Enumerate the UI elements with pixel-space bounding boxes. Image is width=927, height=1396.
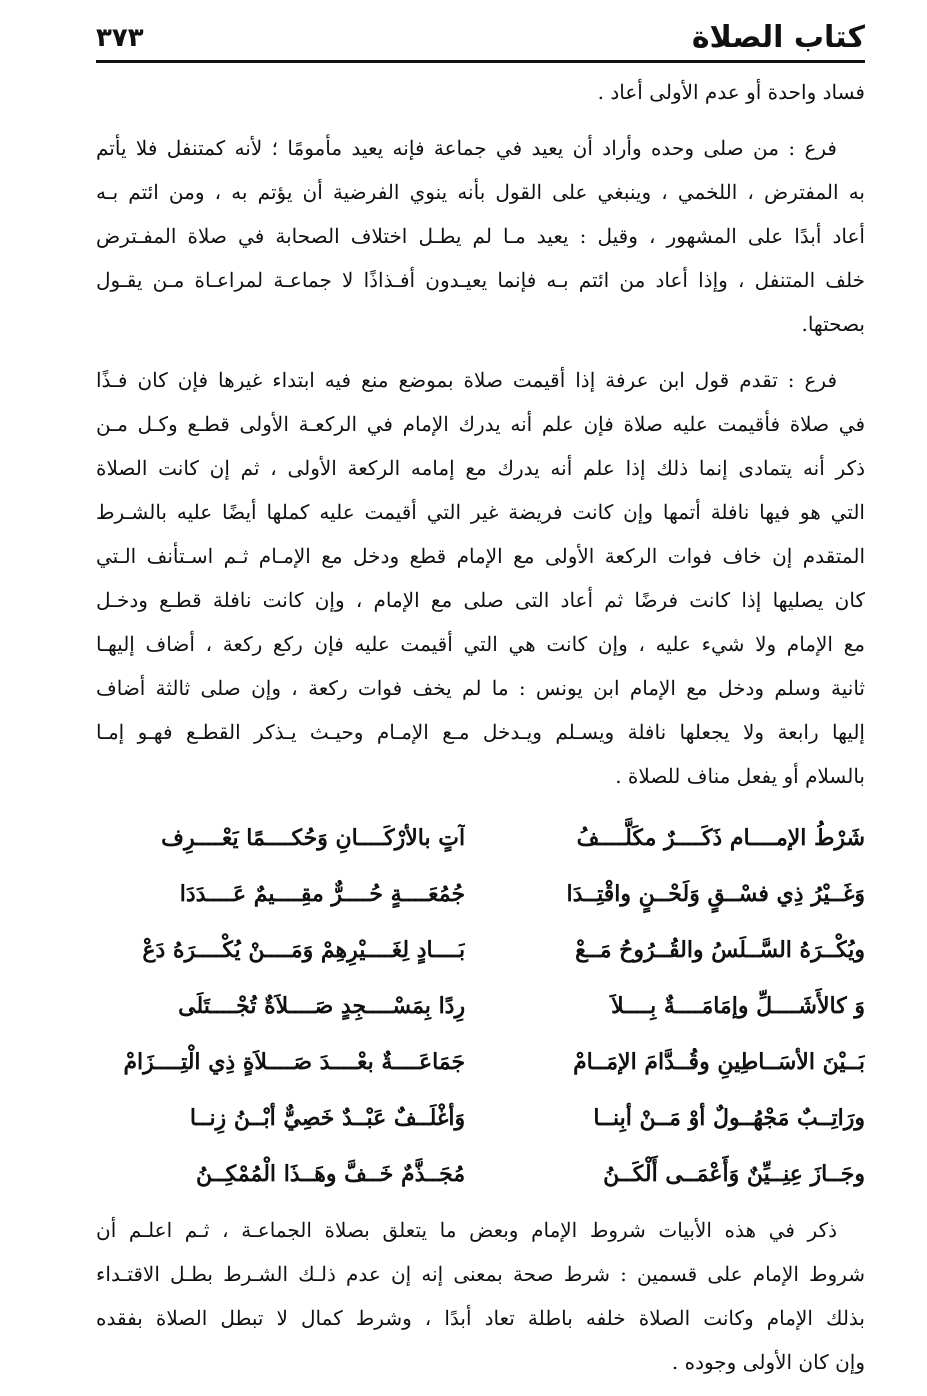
verse-second-hemistich: جُمُعَــــةٍ حُــــرٌّ مقِــــيمٌ عَــــدَدَا [179,881,466,907]
paragraph-1 [96,70,865,114]
verse-row [96,1034,865,1090]
verse-first-hemistich: شَرْطُ الإمــــام ذَكَــــرٌ مكَلَّــــفُ [576,825,865,851]
verse-row [96,1090,865,1146]
verse-row [96,978,865,1034]
verse-row [96,866,865,922]
text-line: به المفترض ، اللخمي ، وينبغي على القول بأنه ينوي الفرضية أن يؤتم به ، ومن ائتم بـه [96,180,865,204]
text-line: فساد واحدة أو عدم الأولى أعاد . [597,80,865,104]
poem-verses [96,810,865,1202]
text-line: بالسلام أو يفعل مناف للصلاة . [615,764,865,788]
verse-first-hemistich: ورَاتِــبٌ مَجْهُــولٌ أوْ مَــنْ أبِنــا [593,1105,865,1131]
text-line: مع الإمام ولا شيء عليه ، وإن كانت هي التي أقيمت عليه فإن ركع ركعة ، أضاف إليهـا [96,632,865,656]
verse-second-hemistich: آتٍ بالأرْكَــــانِ وَحُكــــمًا يَعْــــرِف [161,825,466,851]
verse-second-hemistich: جَمَاعَــــةٌ بعْــــدَ صَــــلاَةٍ ذِي الْتِــــزَامْ [123,1049,466,1075]
text-line: خلف المتنفل ، وإذا أعاد من ائتم بـه فإنما يعيـدون أفـذاذًا لا جماعـة لمراعـاة مـن يقـول [96,268,865,292]
verse-first-hemistich: بَــيْنَ الأسَــاطِينِ وقُــدَّامَ الإمَــامْ [573,1049,865,1075]
verse-row [96,1146,865,1202]
verse-first-hemistich: وجَــازَ عِنِــيِّنٌ وَأَعْمَــى أَلْكَــنُ [603,1161,865,1187]
closing-paragraph [96,1208,865,1384]
text-line: كان يصليها إذا كانت فرضًا ثم أعاد التى صلى مع الإمام ، وإن كانت نافلة قطـع ودخـل [96,588,865,612]
verse-second-hemistich: رِدًا بِمَسْــــجِدٍ صَــــلاَةٌ تُجْــــتَلَى [178,993,466,1019]
verse-row [96,810,865,866]
text-line: بذلك الإمام وكانت الصلاة خلفه باطلة تعاد أبدًا ، وشرط كمال لا تبطل الصلاة بفقده [96,1306,865,1330]
text-line: وإن كان الأولى وجوده . [671,1350,865,1374]
verse-second-hemistich: مُجَــذَّمٌ خَــفَّ وهَــذَا الْمُمْكِــنُ [196,1161,466,1187]
text-line: المتقدم إن خاف فوات الركعة الأولى مع الإمام قطع ودخل مع الإمـام ثـم اسـتأنف الـتي [96,544,865,568]
verse-first-hemistich: وَ كالأَشَــــلِّ وإمَامَــــةٌ بِــــلاَ [611,993,865,1019]
text-line: بصحتها. [801,312,865,336]
verse-second-hemistich: وَأغْلَــفٌ عَبْــدٌ خَصِيٌّ أبْــنُ زِنــا [189,1105,466,1131]
text-line: فرع : من صلى وحده وأراد أن يعيد في جماعة فإنه يعيد مأمومًا ؛ لأنه كمتنفل فلا يأتم [96,136,837,160]
verse-row [96,922,865,978]
text-line: إليها رابعة ولا يجعلها نافلة ويسـلم ويـدخل مـع الإمـام وحيـث يـذكر القطـع فهـو إمـا [96,720,865,744]
paragraph-3 [96,358,865,798]
verse-first-hemistich: وَغَــيْرُ ذِي فسْــقٍ وَلَحْــنٍ واقْتِــدَا [566,881,865,907]
text-line: شروط الإمام على قسمين : شرط صحة بمعنى إنه إن عدم ذلـك الشـرط بطـل الاقتـداء [96,1262,865,1286]
text-line: في صلاة فأقيمت عليه صلاة فإن علم أنه يدرك الإمام في الركعـة الأولى قطـع وكـل مـن [96,412,865,436]
text-line: ثانية وسلم ودخل مع الإمام ابن يونس : ما لم يخف فوات ركعة ، وإن صلى ثالثة أضاف [96,676,865,700]
paragraph-2 [96,126,865,346]
page-body [96,70,865,1396]
text-line: ذكر أنه يتمادى إنما ذلك إذا علم أنه يدرك مع إمامه الركعة الأولى ، ثم إن كانت الصلاة [96,456,865,480]
verse-first-hemistich: ويُكْــرَهُ السَّــلَسُ والقُــرُوحُ مَــعْ [575,937,865,963]
page-number: ٣٧٣ [96,23,144,53]
text-line: التي هو فيها نافلة أتمها وإن كانت فريضة غير التي أقيمت عليه كملها أيضًا عليه بالشـرط [96,500,865,524]
text-line: أعاد أبدًا على المشهور ، وقيل : يعيد مـا لم يطـل اختلاف الصحابة في صلاة المفـترض [96,224,865,248]
text-line: فرع : تقدم قول ابن عرفة إذا أقيمت صلاة بموضع منع فيه ابتداء غيرها فإن كان فـذًا [96,368,837,392]
running-header [96,14,865,63]
book-title: كتاب الصلاة [691,20,865,55]
verse-second-hemistich: بَــــادٍ لِغَــــيْرِهِمْ وَمَــــنْ يُكْــــرَهُ دَعْ [142,937,466,963]
text-line: ذكر في هذه الأبيات شروط الإمام وبعض ما يتعلق بصلاة الجماعـة ، ثـم اعلـم أن [96,1218,837,1242]
